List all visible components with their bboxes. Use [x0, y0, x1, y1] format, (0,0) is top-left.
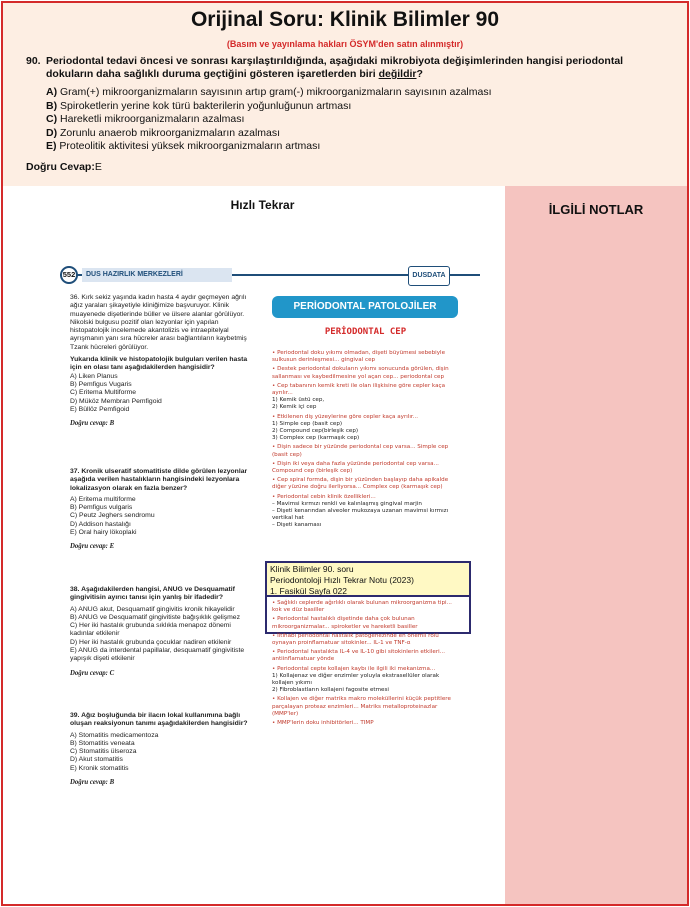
reference-highlight	[265, 561, 471, 597]
option-text: Hareketli mikroorganizmaların azalması	[60, 113, 245, 125]
note-bullet: • Periodontal cepte kollajen kaybı ile ilgili iki mekanizma...	[272, 665, 436, 672]
option-d: D) Addison hastalığı	[70, 520, 131, 528]
option-letter: E)	[46, 140, 57, 152]
book-answer: Doğru cevap: E	[70, 543, 115, 551]
question-negation: değildir	[378, 68, 417, 80]
option-b: B) Pemfigus Vugaris	[70, 380, 132, 388]
option-e: E) Kronik stomatitis	[70, 764, 129, 772]
correct-answer	[26, 161, 102, 173]
option-b: B) Pemfigus vulgaris	[70, 504, 133, 512]
quick-review-heading: Hızlı Tekrar	[230, 198, 295, 212]
option-e	[46, 140, 492, 154]
option-a	[46, 86, 492, 100]
note-bullet: • Periodontal cebin klinik özellikleri...	[272, 493, 376, 500]
notes-block-2	[272, 598, 460, 727]
option-a: A) ANUG akut, Desquamatif gingivitis kronik hikayelidir	[70, 605, 235, 613]
question-stem: 36. Kırk sekiz yaşında kadın hasta 4 aydır geçmeyen ağrılı ağız yaraları şikayetiyle kliniğimize başvuruyor. Klinik muayenede dişetlerinde büller ve ülsere alanlar görülüyor. Nikolski bulgusu pozitif olan lezyonlar için yapılan histopatolojik incelemede akantolizis ve intraepitelyal ayrışmanın yanı sıra hücreler arası bağlantıların kaybetmiş Tzank hücreleri görülüyor.	[70, 294, 247, 351]
option-c: C) Her iki hastalık grubunda sıklıkla menapoz dönemi kadınlar etkilenir	[70, 622, 231, 638]
option-a: A) Eritema multiforme	[70, 495, 136, 503]
option-b: B) ANUG ve Desquamatif gingivitiste bağışıklık gelişmez	[70, 613, 240, 621]
note-subitem: 1) Kemik üstü cep,	[272, 397, 325, 404]
note-subitem: 2) Fibroblastların kollajeni fagosite etmesi	[272, 687, 389, 694]
option-letter: B)	[46, 99, 58, 112]
pathology-header	[268, 296, 463, 337]
option-e: E) Büllöz Pemfigoid	[70, 405, 130, 413]
note-bullet: • Dişin sadece bir yüzünde periodontal cep varsa... Simple cep (basit cep)	[272, 444, 449, 458]
option-c: C) Stomatitis ülseroza	[70, 748, 137, 756]
question-stem	[46, 55, 636, 81]
question-number: 90.	[26, 55, 41, 67]
question-text: Periodontal tedavi öncesi ve sonrası karşılaştırıldığında, aşağıdaki mikrobiyota değişimlerinden hangisi periodontal dokuların daha sağlıklı duruma geçtiğini gösteren işaretlerden biri	[46, 55, 624, 80]
option-a: A) Liken Planus	[70, 372, 118, 380]
highlight-line-2: Periodontoloji Hızlı Tekrar Notu (2023)	[270, 575, 414, 585]
note-bullet: • Periodontal hastalıkta IL-4 ve IL-10 gibi sitokinlerin etkileri... antiinflamatuar yönde	[272, 649, 446, 663]
option-d	[46, 127, 492, 141]
option-d: D) Akut stomatitis	[70, 756, 123, 764]
option-c: C) Eritema Multiforme	[70, 389, 137, 397]
option-e: E) ANUG da interdental papillalar, desquamatif gingivitiste yapışık dişeti etkilenir	[70, 647, 245, 663]
note-subitem: – Dişeti kenarından alveoler mukozaya uzanan mavimsi kırmızı vertikal hat	[272, 508, 449, 522]
publisher-logo: DUSDATA	[408, 266, 450, 286]
page-title: Orijinal Soru: Klinik Bilimler 90	[190, 8, 500, 31]
note-subitem: 2) Compound cep(birleşik cep)	[272, 428, 359, 435]
note-bullet: • Etkilenen diş yüzeylerine göre cepler kaça ayrılır...	[272, 413, 419, 420]
book-question-38	[70, 586, 256, 678]
question-ask: 37. Kronik ulseratif stomatitiste dilde görülen lezyonlar aşağıda verilen hastalıkların hangisindeki lezyonlara lokalizasyon olarak en fazla benzer?	[70, 468, 248, 492]
book-page-number: 552	[60, 266, 78, 284]
note-bullet: • Periodontal doku yıkımı olmadan, dişeti büyümesi sebebiyle sulkusun derinleşmesi... gingival cep	[272, 350, 446, 364]
option-b: B) Stomatitis veneata	[70, 739, 135, 747]
answer-value: E	[94, 161, 102, 173]
option-text: Proteolitik aktivitesi yüksek mikroorganizmaların artması	[59, 140, 321, 152]
note-bullet: • MMP'lerin doku inhibitörleri... TIMP	[272, 720, 374, 727]
note-bullet: • Cep spiral formda, dişin bir yüzünden başlayıp daha apikalde diğer yüzüne doğru ilerliyorsa... Complex cep (karmaşık cep)	[272, 477, 449, 491]
option-b	[46, 100, 492, 114]
question-ask: 38. Aşağıdakilerden hangisi, ANUG ve Desquamatif gingivitisin ayırıcı tanısı için yanlış bir ifadedir?	[70, 586, 235, 602]
note-bullet: • Cep tabanının kemik kreti ile olan ilişkisine göre cepler kaça ayrılır...	[272, 382, 446, 397]
note-subitem: 2) Kemik içi cep	[272, 404, 317, 411]
note-bullet: • Destek periodontal dokuların yıkımı sonucunda görülen, dişin sallanması ve kaybedilmesine yol açan cep... periodontal cep	[272, 366, 449, 380]
options-list	[46, 86, 492, 154]
note-bullet: • Periodontal hastalıklı dişetinde daha çok bulunan mikroorganizmalar... spiroketler ve hareketli basiller	[272, 616, 418, 630]
option-letter: A)	[46, 86, 58, 98]
question-ask: 39. Ağız boşluğunda bir ilacın lokal kullanımına bağlı oluşan reaksiyonun tanımı aşağıdakilerden hangisidir?	[70, 712, 248, 728]
note-bullet: • Dişin iki veya daha fazla yüzünde periodontal cep varsa... Compound cep (birleşik cep)	[272, 460, 439, 475]
section-banner: PERİODONTAL PATOLOJİLER	[272, 296, 458, 318]
book-question-36	[70, 294, 256, 428]
highlight-line-1: Klinik Bilimler 90. soru	[270, 564, 354, 574]
note-bullet: • Kollajen ve diğer matriks makro moleküllerini küçük peptitlere parçalayan proteaz enzimleri... Matriks metalloproteinazlar (MMP'ler)	[272, 696, 451, 717]
note-bullet: • Sağlıklı ceplerde ağırlıklı olarak bulunan mikroorganizma tipi... kok ve düz basiller	[272, 600, 452, 614]
option-text: Zorunlu anaerob mikroorganizmaların azalması	[60, 126, 281, 139]
book-answer: Doğru cevap: C	[70, 669, 115, 677]
note-subitem: – Dişeti kanaması	[272, 522, 322, 529]
rights-notice: (Basım ve yayınlama hakları ÖSYM'den satın alınmıştır)	[226, 39, 464, 49]
option-letter: C)	[46, 113, 58, 125]
book-question-37	[70, 468, 256, 552]
option-letter: D)	[46, 126, 58, 139]
option-d: D) Müköz Membran Pemfigoid	[70, 397, 162, 405]
option-a: A) Stomatitis medicamentoza	[70, 731, 159, 739]
highlight-line-3: 1. Fasikül Sayfa 022	[270, 586, 348, 596]
question-ask: Yukarıda klinik ve histopatolojik bulguları verilen hasta için en olası tanı aşağıdakilerden hangisidir?	[70, 356, 248, 372]
question-mark: ?	[416, 68, 423, 80]
note-subitem: 1) Kollajenaz ve diğer enzimler yoluyla ekstrasellüler olarak kollajen yıkımı	[272, 672, 440, 687]
note-subitem: – Mavimsi kırmızı renkli ve kalınlaşmış gingival marjin	[272, 500, 422, 507]
book-answer: Doğru cevap: B	[70, 779, 115, 787]
option-c	[46, 113, 492, 127]
related-notes-heading: İLGİLİ NOTLAR	[548, 202, 644, 217]
option-c: C) Peutz Jeghers sendromu	[70, 512, 155, 520]
book-question-39	[70, 712, 256, 787]
note-subitem: 3) Complex cep (karmaşık cep)	[272, 435, 360, 442]
option-e: E) Oral hairy lökoplaki	[70, 529, 137, 537]
publisher-name: DUS HAZIRLIK MERKEZLERİ	[82, 268, 232, 282]
option-text: Gram(+) mikroorganizmaların sayısının artıp gram(-) mikroorganizmaların sayısının azalması	[60, 86, 492, 98]
book-answer: Doğru cevap: B	[70, 420, 115, 428]
answer-label: Doğru Cevap:	[26, 161, 95, 173]
section-subtitle: PERİODONTAL CEP	[324, 327, 407, 337]
option-text: Spiroketlerin yerine kok türü bakterilerin yoğunluğunun artması	[60, 99, 352, 112]
option-d: D) Her iki hastalık grubunda çocuklar nadiren etkilenir	[70, 638, 232, 646]
notes-block-1	[272, 348, 460, 530]
note-bullet: • İltihabi periodontal hastalık patogenezinde en önemli rolü oynayan proinflamatuar sitokinler... IL-1 ve TNF-α	[272, 632, 439, 647]
note-subitem: 1) Simple cep (basit cep)	[272, 420, 343, 427]
